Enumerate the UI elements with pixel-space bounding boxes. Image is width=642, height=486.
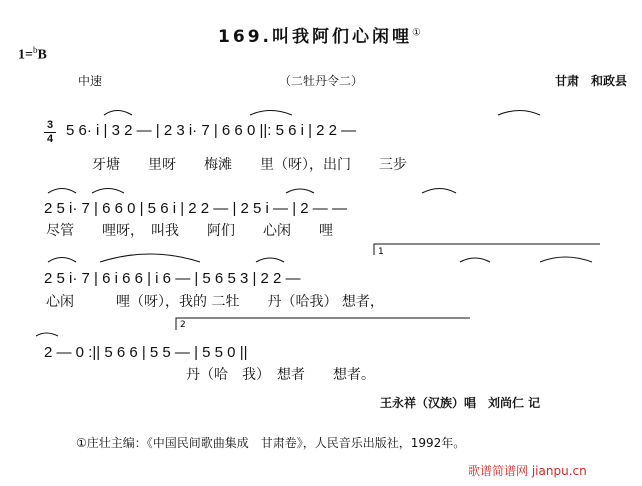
watermark-site-name: 歌谱简谱网 bbox=[468, 464, 529, 478]
score-line-4-notes: 2 — 0 :|| 5 6 6 | 5 5 — | 5 5 0 || bbox=[44, 344, 248, 361]
volta-2-bracket bbox=[176, 318, 470, 330]
volta-1-bracket bbox=[374, 244, 600, 255]
source-footnote: ①庄壮主编：《中国民间歌曲集成 甘肃卷》，人民音乐出版社，1992年。 bbox=[76, 436, 466, 450]
site-watermark bbox=[468, 462, 587, 479]
score-line-1-notes: 5 6· i | 3 2 — | 2 3 i· 7 | 6 6 0 ||: 5 6 i | 2 2 — bbox=[66, 122, 357, 139]
time-signature: 3 4 bbox=[44, 120, 56, 145]
title-footnote-marker: ① bbox=[411, 27, 424, 39]
tune-subtitle: （二牡丹令二） bbox=[278, 74, 363, 88]
volta-2-label: 2 bbox=[180, 320, 186, 330]
song-origin: 甘肃 和政县 bbox=[555, 74, 628, 88]
score-line-4-lyrics: 丹（哈 我） 想者 想者。 bbox=[186, 367, 375, 383]
score-line-2-notes: 2 5 i· 7 | 6 6 0 | 5 6 i | 2 2 — | 2 5 i — | 2 — — bbox=[44, 200, 347, 217]
watermark-url: jianpu.cn bbox=[531, 464, 587, 478]
score-line-1-lyrics: 牙塘 里呀 梅滩 里（呀），出门 三步 bbox=[92, 157, 407, 173]
slurs bbox=[36, 111, 592, 337]
score-line-3-lyrics: 心闲 哩（呀），我的 二牡 丹（哈我） 想者， bbox=[46, 294, 384, 310]
song-title: 169.叫我阿们心闲哩① bbox=[218, 27, 424, 47]
score-line-3-notes: 2 5 i· 7 | 6 i 6 6 | i 6 — | 5 6 5 3 | 2 2 — bbox=[44, 270, 301, 287]
key-signature: 1=$^b$B bbox=[18, 45, 47, 63]
tempo-marking: 中速 bbox=[78, 74, 103, 88]
performer-credits: 王永祥（汉族）唱 刘尚仁 记 bbox=[380, 396, 541, 410]
score-line-2-lyrics: 尽管 哩呀， 叫我 阿们 心闲 哩 bbox=[46, 223, 333, 239]
volta-1-label: 1 bbox=[378, 247, 384, 257]
